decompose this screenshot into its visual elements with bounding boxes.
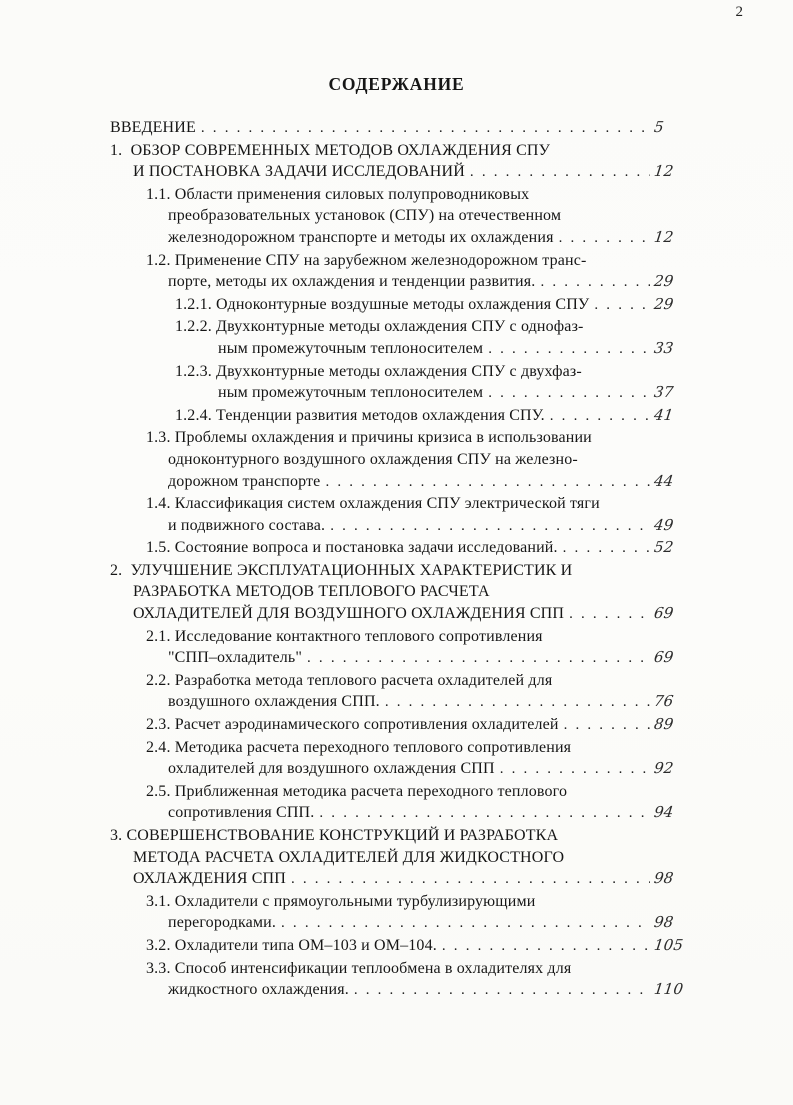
toc-entry-text: 3.1. Охладители с прямоугольными турбулизирующими — [146, 892, 536, 910]
toc-page-number: 92 — [652, 759, 675, 778]
dot-leader — [201, 118, 650, 140]
toc-line — [110, 361, 692, 383]
toc-entry-text: 1. ОБЗОР СОВРЕМЕННЫХ МЕТОДОВ ОХЛАЖДЕНИЯ СПУ — [110, 141, 551, 159]
toc-entry-text: 1.2.4. Тенденции развития методов охлаждения СПУ. — [175, 406, 545, 424]
toc-line — [110, 316, 692, 338]
toc-entry-text: 1.2.3. Двухконтурные методы охлаждения СПУ с двухфаз- — [175, 362, 582, 380]
toc-line — [110, 781, 692, 803]
dot-leader — [354, 980, 650, 1002]
toc-line — [110, 603, 692, 626]
toc-page-number: 69 — [652, 648, 675, 667]
toc-page-number: 52 — [652, 538, 675, 557]
toc-entry-text: преобразовательных установок (СПУ) на отечественном — [168, 207, 562, 225]
toc-line — [110, 294, 692, 317]
toc-line — [110, 737, 692, 759]
toc-line — [110, 891, 692, 913]
toc-line — [110, 427, 692, 449]
toc-line — [110, 271, 692, 294]
toc-line — [110, 537, 692, 560]
toc-line — [110, 227, 692, 250]
toc-line — [110, 670, 692, 692]
toc-entry-text: и подвижного состава. — [168, 516, 326, 534]
toc-entry-text: 3.3. Способ интенсификации теплообмена в охладителях для — [146, 959, 572, 977]
toc-page-number: 44 — [652, 471, 675, 490]
toc-page-number: 98 — [652, 913, 675, 932]
toc-entry-text: 1.2.2. Двухконтурные методы охлаждения СПУ с однофаз- — [175, 318, 584, 336]
corner-page-number: 2 — [735, 4, 743, 20]
dot-leader — [594, 295, 650, 317]
toc-entry-text: ОХЛАДИТЕЛЕЙ ДЛЯ ВОЗДУШНОГО ОХЛАЖДЕНИЯ СПП — [133, 605, 565, 623]
toc-line — [110, 471, 692, 494]
toc-line — [110, 847, 692, 869]
toc-page-number: 49 — [652, 515, 675, 534]
toc-line — [110, 184, 692, 206]
dot-leader — [291, 869, 650, 891]
toc-entry-text: 2.2. Разработка метода теплового расчета охладителей для — [146, 671, 553, 689]
toc-page-number: 110 — [652, 980, 685, 999]
toc-entry-text: 1.2.1. Одноконтурные воздушные методы охлаждения СПУ — [175, 295, 590, 313]
toc-entry-text: одноконтурного воздушного охлаждения СПУ на железно- — [168, 450, 578, 468]
toc-line — [110, 161, 692, 184]
toc-page-number: 76 — [652, 692, 675, 711]
dot-leader — [385, 692, 650, 714]
toc-entry-text: МЕТОДА РАСЧЕТА ОХЛАДИТЕЛЕЙ ДЛЯ ЖИДКОСТНОГО — [133, 848, 565, 866]
toc-entry-text: сопротивления СПП. — [168, 804, 315, 822]
toc-line — [110, 493, 692, 515]
toc-page-number: 94 — [652, 803, 675, 822]
toc-line — [110, 758, 692, 781]
dot-leader — [307, 648, 650, 670]
toc-entry-text: 1.5. Состояние вопроса и постановка задачи исследований. — [146, 539, 558, 557]
toc-line — [110, 868, 692, 891]
dot-leader — [319, 803, 650, 825]
toc-page-number: 37 — [652, 383, 675, 402]
toc-line — [110, 691, 692, 714]
toc-line — [110, 117, 692, 140]
toc-entry-text: "СПП–охладитель" — [168, 649, 303, 667]
toc-entry-text: 3. СОВЕРШЕНСТВОВАНИЕ КОНСТРУКЦИЙ И РАЗРАБОТКА — [110, 827, 559, 844]
dot-leader — [488, 339, 650, 361]
toc-entry-text: порте, методы их охлаждения и тенденции развития. — [168, 273, 536, 291]
toc-line — [110, 647, 692, 670]
toc-entry-text: ВВЕДЕНИЕ — [110, 119, 196, 136]
dot-leader — [540, 272, 650, 294]
toc-entry-text: железнодорожном транспорте и методы их охлаждения — [168, 228, 554, 246]
toc-line — [110, 205, 692, 227]
toc-line — [110, 912, 692, 935]
toc-entry-text: 2. УЛУЧШЕНИЕ ЭКСПЛУАТАЦИОННЫХ ХАРАКТЕРИСТИК И — [110, 561, 573, 579]
toc-entry-text: ОХЛАЖДЕНИЯ СПП — [133, 870, 286, 888]
toc-line — [110, 626, 692, 648]
toc-page-number: 29 — [652, 272, 675, 291]
dot-leader — [488, 383, 650, 405]
toc-line — [110, 714, 692, 737]
toc-page-number: 29 — [652, 294, 675, 313]
toc-page-number: 33 — [652, 338, 675, 357]
dot-leader — [325, 472, 650, 494]
toc-list — [110, 117, 692, 1002]
page-title: СОДЕРЖАНИЕ — [328, 74, 465, 94]
toc-line — [110, 405, 692, 428]
toc-page-number: 12 — [652, 227, 675, 246]
toc-line — [110, 515, 692, 538]
toc-entry-text: перегородками. — [168, 914, 277, 932]
toc-entry-text: 2.4. Методика расчета переходного теплового сопротивления — [146, 738, 572, 756]
toc-line — [110, 449, 692, 471]
toc-line — [110, 140, 692, 162]
dot-leader — [442, 936, 650, 958]
dot-leader — [281, 913, 650, 935]
toc-entry-text: 1.3. Проблемы охлаждения и причины кризиса в использовании — [146, 429, 592, 447]
dot-leader — [330, 516, 650, 538]
toc-entry-text: И ПОСТАНОВКА ЗАДАЧИ ИССЛЕДОВАНИЙ — [133, 163, 465, 181]
toc-page-number: 69 — [652, 604, 675, 623]
toc-entry-text: 1.1. Области применения силовых полупроводниковых — [146, 185, 530, 203]
toc-page-number: 105 — [652, 935, 685, 954]
toc-entry-text: РАЗРАБОТКА МЕТОДОВ ТЕПЛОВОГО РАСЧЕТА — [133, 583, 490, 601]
toc-entry-text: охладителей для воздушного охлаждения СПП — [168, 760, 495, 778]
dot-leader — [564, 715, 650, 737]
toc-line — [110, 338, 692, 361]
toc-line — [110, 825, 692, 847]
toc-entry-text: ным промежуточным теплоносителем — [218, 339, 484, 357]
toc-line — [110, 560, 692, 582]
toc-line — [110, 979, 692, 1002]
toc-entry-text: жидкостного охлаждения. — [168, 981, 349, 999]
toc-entry-text: 1.2. Применение СПУ на зарубежном железнодорожном транс- — [146, 251, 587, 269]
toc-entry-text: 1.4. Классификация систем охлаждения СПУ электрической тяги — [146, 495, 600, 513]
toc-page-number: 98 — [652, 869, 675, 888]
dot-leader — [500, 759, 650, 781]
toc-line — [110, 935, 692, 958]
toc-line — [110, 802, 692, 825]
toc-entry-text: 2.1. Исследование контактного теплового сопротивления — [146, 627, 543, 645]
toc-entry-text: 2.5. Приближенная методика расчета переходного теплового — [146, 782, 568, 800]
toc-line — [110, 382, 692, 405]
toc-page-number: 89 — [652, 715, 675, 734]
dot-leader — [550, 406, 650, 428]
toc-line — [110, 958, 692, 980]
toc-entry-text: дорожном транспорте — [168, 472, 321, 490]
toc-entry-text: 2.3. Расчет аэродинамического сопротивления охладителей — [146, 716, 559, 734]
dot-leader — [559, 228, 650, 250]
toc-entry-text: 3.2. Охладители типа ОМ–103 и ОМ–104. — [146, 936, 437, 954]
toc-line — [110, 581, 692, 603]
dot-leader — [563, 538, 650, 560]
dot-leader — [470, 162, 650, 184]
toc-page-number: 5 — [652, 118, 665, 136]
toc-entry-text: воздушного охлаждения СПП. — [168, 693, 380, 711]
toc-line — [110, 250, 692, 272]
toc-entry-text: ным промежуточным теплоносителем — [218, 384, 484, 402]
toc-page-number: 12 — [652, 162, 675, 181]
toc-page-number: 41 — [652, 405, 675, 424]
dot-leader — [569, 604, 650, 626]
